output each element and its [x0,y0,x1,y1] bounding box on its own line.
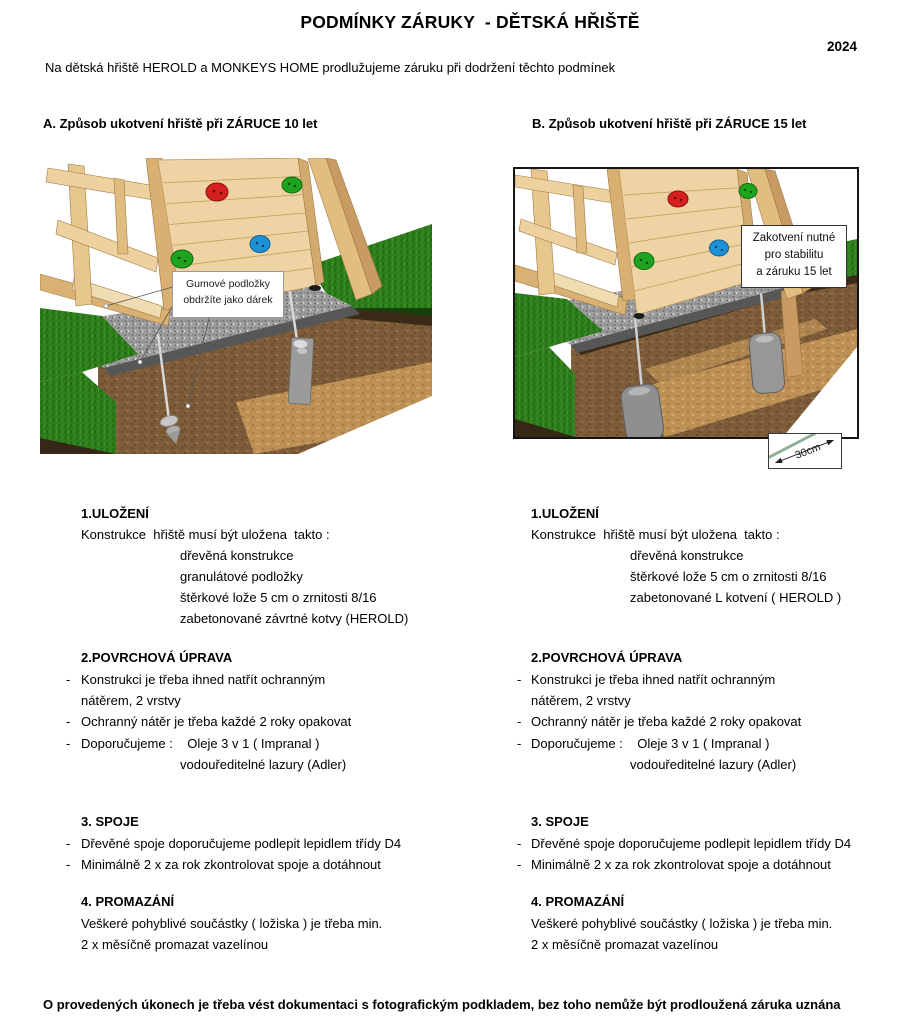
intro-text: Na dětská hřiště HEROLD a MONKEYS HOME prodlužujeme záruku při dodržení těchto podmínek [45,60,616,75]
text-line: nátěrem, 2 vrstvy [81,693,181,708]
section-3-title-b: 3. SPOJE [531,814,589,829]
bullet-dash: - [517,836,522,851]
bullet-dash: - [517,672,522,687]
section-3-title-a: 3. SPOJE [81,814,139,829]
figure-anchoring-15-years [513,167,859,439]
text-line: Doporučujeme : Oleje 3 v 1 ( Impranal ) [531,736,770,751]
section-2-title-b: 2.POVRCHOVÁ ÚPRAVA [531,650,683,665]
text-line: Dřevěné spoje doporučujeme podlepit lepidlem třídy D4 [531,836,852,851]
text-line: Ochranný nátěr je třeba každé 2 roky opakovat [531,714,802,729]
callout-line: a záruku 15 let [756,266,832,278]
text-line: 2 x měsíčně promazat vazelínou [531,937,719,952]
text-line: vodouředitelné lazury (Adler) [180,757,347,772]
text-line: Dřevěné spoje doporučujeme podlepit lepidlem třídy D4 [81,836,402,851]
text-line: Minimálně 2 x za rok zkontrolovat spoje a dotáhnout [531,857,831,872]
text-line: Veškeré pohyblivé součástky ( ložiska ) je třeba min. [531,916,833,931]
text-line: štěrkové lože 5 cm o zrnitosti 8/16 [630,569,827,584]
text-line: dřevěná konstrukce [630,548,744,563]
bullet-dash: - [517,714,522,729]
bullet-dash: - [66,714,71,729]
dimension-label: 30cm [793,441,823,462]
text-line: Ochranný nátěr je třeba každé 2 roky opakovat [81,714,352,729]
callout-line: obdržíte jako dárek [183,294,273,306]
bullet-dash: - [66,736,71,751]
text-line: štěrkové lože 5 cm o zrnitosti 8/16 [180,590,377,605]
text-line: Konstrukci je třeba ihned natřít ochranným [531,672,776,687]
text-line: dřevěná konstrukce [180,548,294,563]
heading-column-b: B. Způsob ukotvení hřiště při ZÁRUCE 15 let [532,116,807,131]
footer-note: O provedených úkonech je třeba vést dokumentaci s fotografickým podkladem, bez toho nemůže být prodloužená záruka uznána [43,997,841,1012]
year-label: 2024 [826,39,857,54]
text-line: Doporučujeme : Oleje 3 v 1 ( Impranal ) [81,736,320,751]
text-line: Konstrukce hřiště musí být uložena takto : [531,527,780,542]
bullet-dash: - [517,857,522,872]
dimension-arrow-graphic [769,434,841,468]
bullet-dash: - [66,672,71,687]
section-2-title-a: 2.POVRCHOVÁ ÚPRAVA [81,650,233,665]
callout-line: Gumové podložky [185,278,271,290]
text-line: zabetonované L kotvení ( HEROLD ) [630,590,842,605]
page-title: PODMÍNKY ZÁRUKY - DĚTSKÁ HŘIŠTĚ [300,12,640,32]
section-1-title-a: 1.ULOŽENÍ [81,506,149,521]
bullet-dash: - [66,857,71,872]
section-4-title-b: 4. PROMAZÁNÍ [531,894,625,909]
text-line: nátěrem, 2 vrstvy [531,693,631,708]
bullet-dash: - [517,736,522,751]
callout-rubber-pads [172,271,284,318]
section-4-title-a: 4. PROMAZÁNÍ [81,894,175,909]
text-line: Minimálně 2 x za rok zkontrolovat spoje a dotáhnout [81,857,381,872]
heading-column-a: A. Způsob ukotvení hřiště při ZÁRUCE 10 let [43,116,318,131]
text-line: granulátové podložky [180,569,303,584]
figure-anchoring-10-years [40,158,432,454]
text-line: vodouředitelné lazury (Adler) [630,757,797,772]
playground-illustration-b [515,169,857,437]
callout-line: Zakotvení nutné [752,232,836,244]
section-1-title-b: 1.ULOŽENÍ [531,506,599,521]
text-line: Konstrukci je třeba ihned natřít ochranným [81,672,326,687]
bullet-dash: - [66,836,71,851]
callout-anchoring-required [741,225,847,288]
text-line: 2 x měsíčně promazat vazelínou [81,937,269,952]
text-line: zabetonované závrtné kotvy (HEROLD) [180,611,409,626]
dimension-box-30cm [768,433,842,469]
text-line: Veškeré pohyblivé součástky ( ložiska ) je třeba min. [81,916,383,931]
text-line: Konstrukce hřiště musí být uložena takto : [81,527,330,542]
callout-line: pro stabilitu [764,249,824,261]
